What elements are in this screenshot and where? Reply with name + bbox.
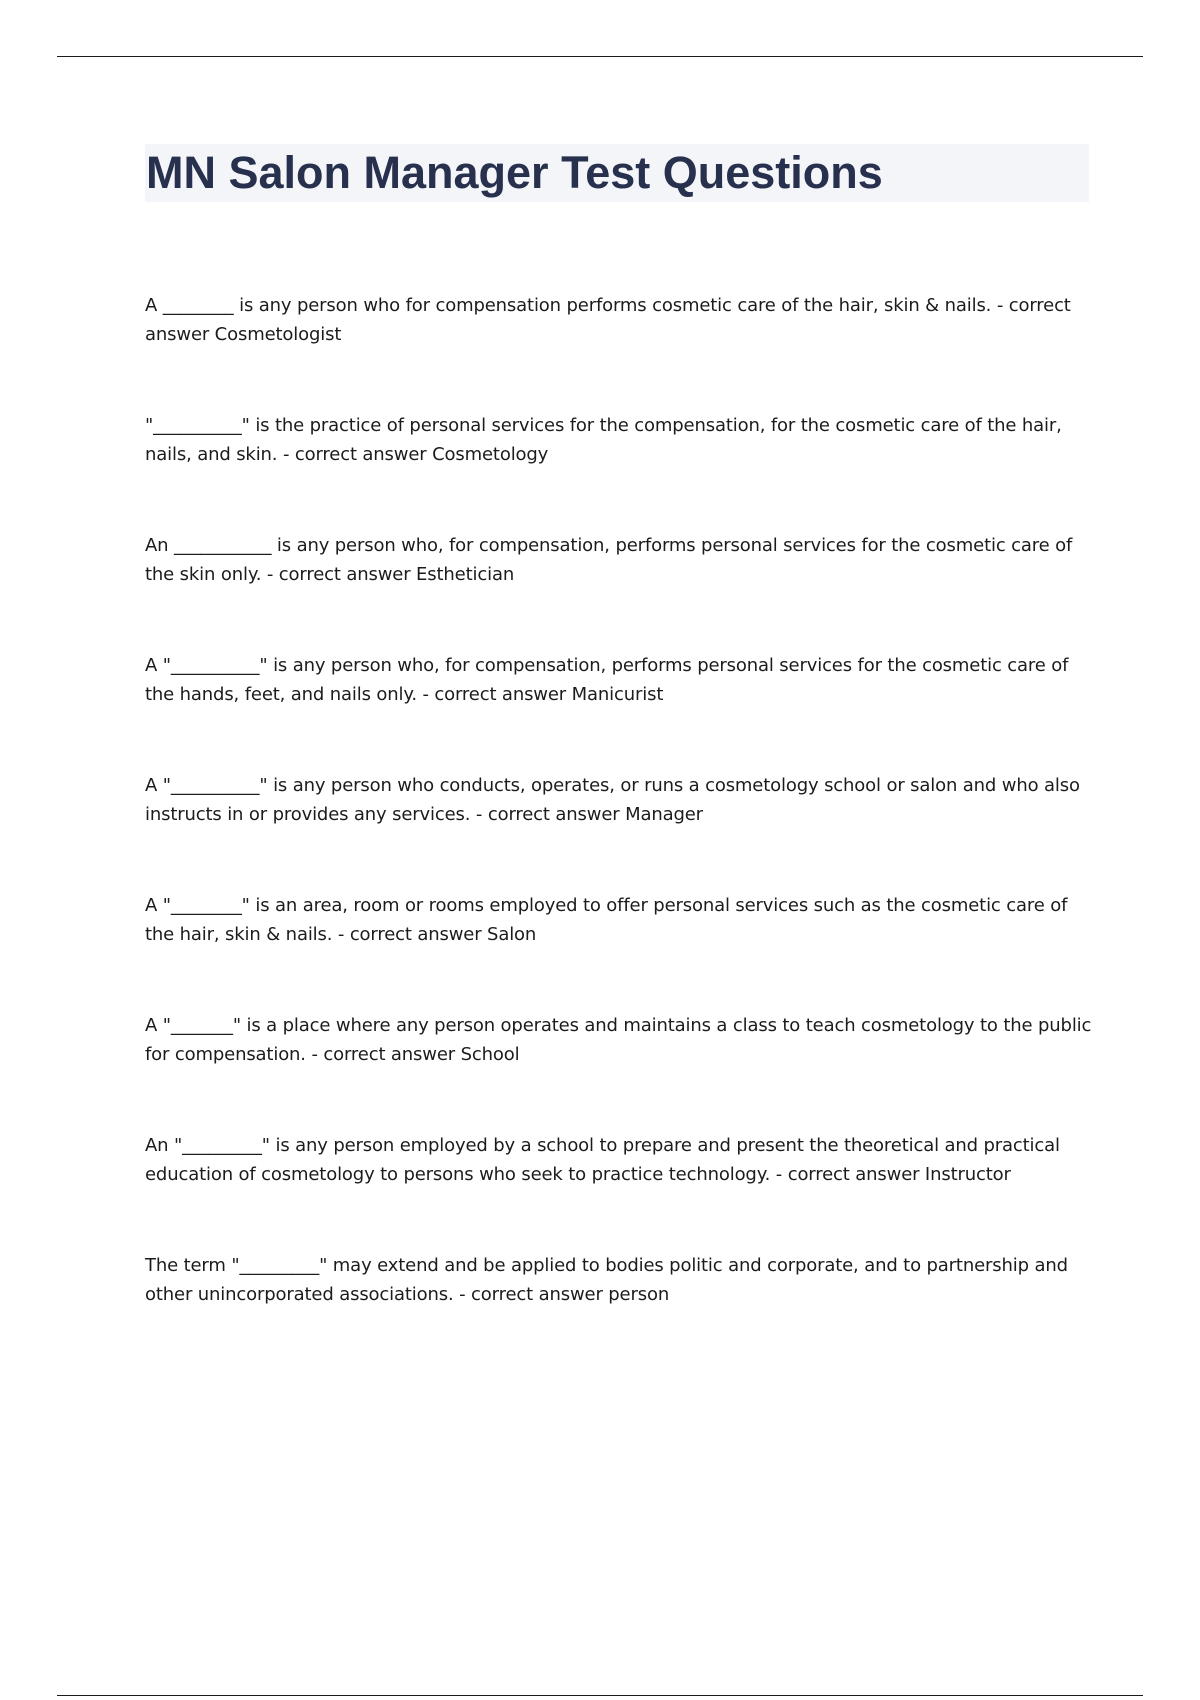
question-answer-item: The term "_________" may extend and be applied to bodies politic and corporate, and to partnership and other unincorporated associations. - correct answer person bbox=[145, 1255, 1068, 1305]
page-title: MN Salon Manager Test Questions bbox=[146, 147, 883, 198]
question-answer-item: An "_________" is any person employed by a school to prepare and present the theoretical and practical education of cosmetology to persons who seek to practice technology. - correct answer Instructor bbox=[145, 1135, 1060, 1185]
question-answer-item: An ___________ is any person who, for compensation, performs personal services for the cosmetic care of the skin only. - correct answer Esthetician bbox=[145, 535, 1073, 585]
question-answer-item: A "__________" is any person who, for compensation, performs personal services for the cosmetic care of the hands, feet, and nails only. - correct answer Manicurist bbox=[145, 655, 1069, 705]
bottom-rule bbox=[57, 1695, 1143, 1696]
question-answer-item: "__________" is the practice of personal services for the compensation, for the cosmetic care of the hair, nails, and skin. - correct answer Cosmetology bbox=[145, 415, 1062, 465]
question-answer-item: A "_______" is a place where any person operates and maintains a class to teach cosmetology to the public for compensation. - correct answer School bbox=[145, 1015, 1092, 1065]
question-list bbox=[145, 291, 1095, 1371]
top-rule bbox=[57, 56, 1143, 57]
question-answer-item: A ________ is any person who for compensation performs cosmetic care of the hair, skin & nails. - correct answer Cosmetologist bbox=[145, 295, 1071, 345]
question-answer-item: A "__________" is any person who conducts, operates, or runs a cosmetology school or salon and who also instructs in or provides any services. - correct answer Manager bbox=[145, 775, 1080, 825]
question-answer-item: A "________" is an area, room or rooms employed to offer personal services such as the cosmetic care of the hair, skin & nails. - correct answer Salon bbox=[145, 895, 1068, 945]
